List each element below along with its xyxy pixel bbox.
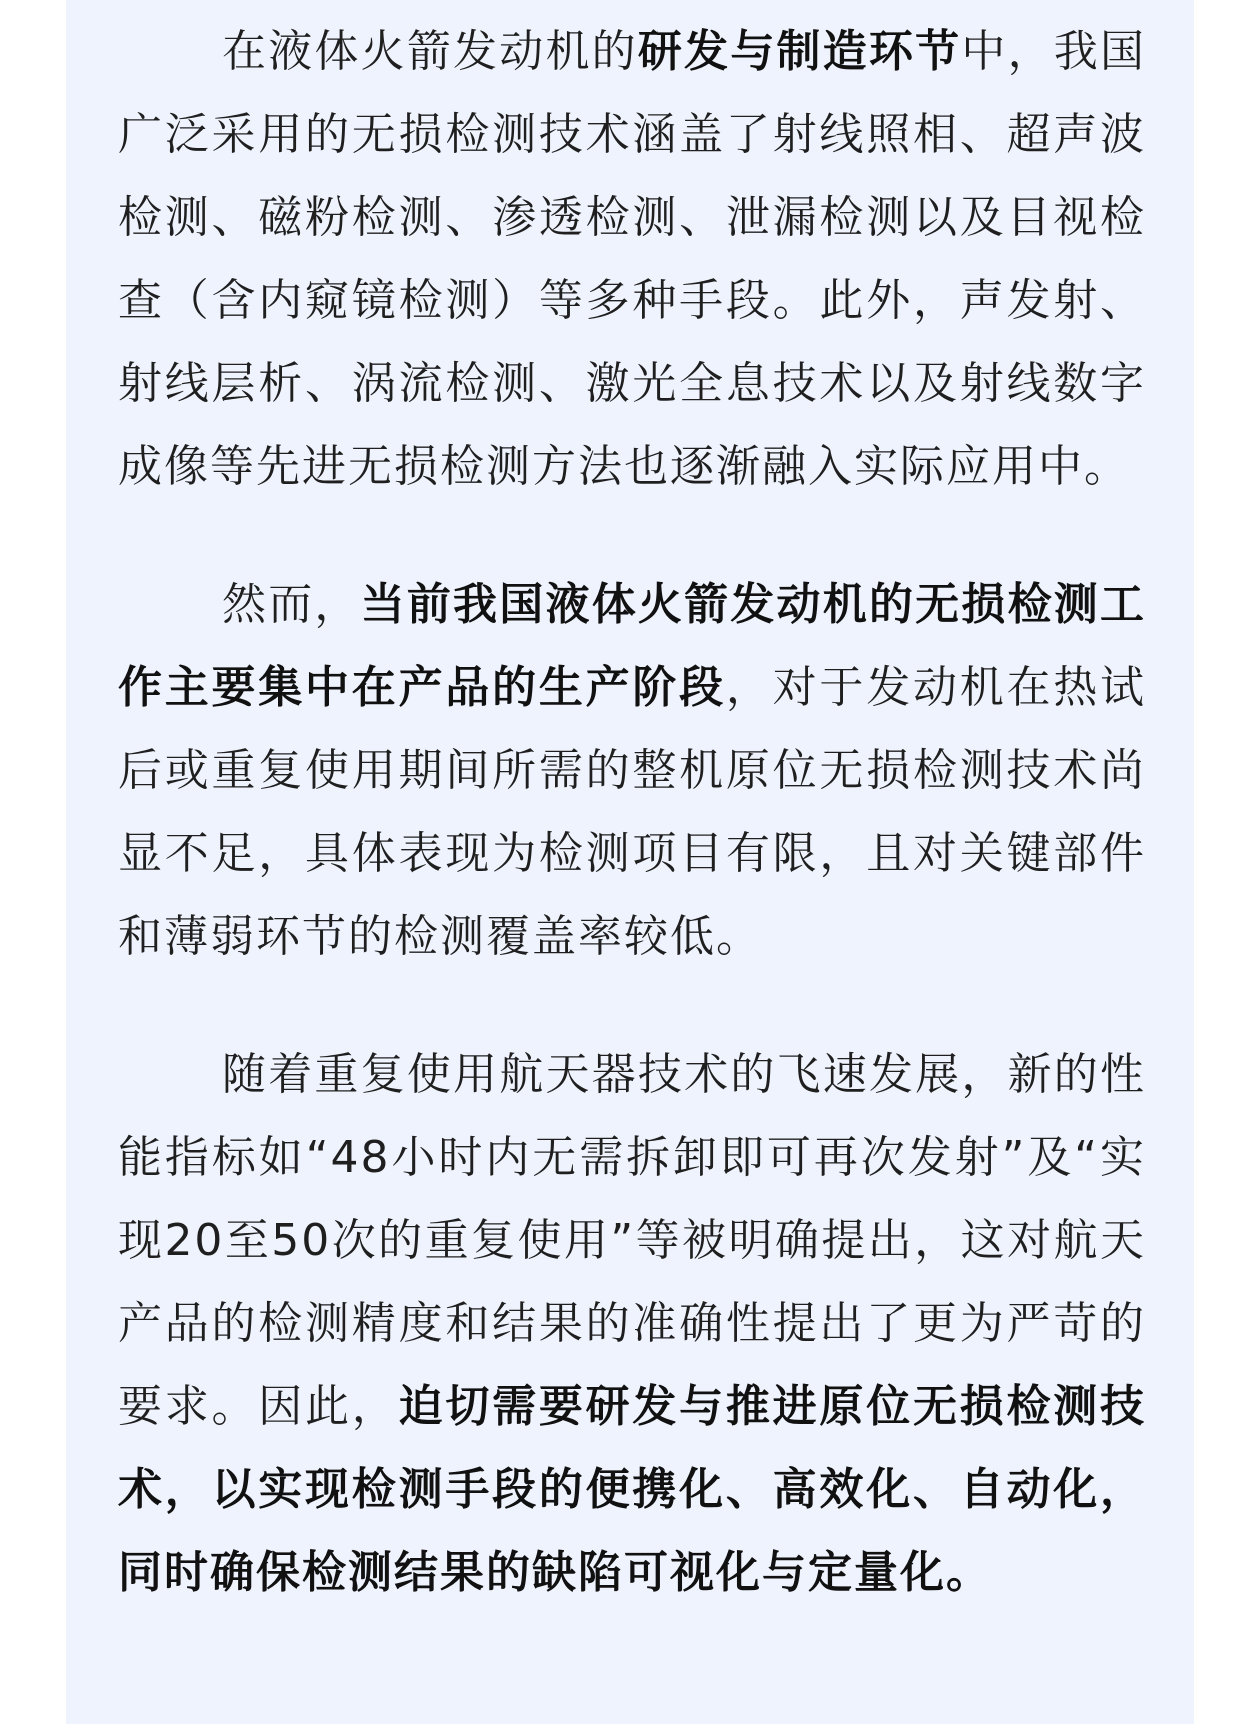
paragraph-2-text: 然而， <box>222 579 361 630</box>
paragraph-1 <box>118 10 1146 508</box>
paragraph-2-emphasis: 当前我国液体火箭发动机的无损检测工作主要集中在产品的生产阶段 <box>118 579 1147 713</box>
paragraph-1-text: 中，我国广泛采用的无损检测技术涵盖了射线照相、超声波检测、磁粉检测、渗透检测、泄漏检测以及目视检查（含内窥镜检测）等多种手段。此外，声发射、射线层析、涡流检测、激光全息技术以及射线数字成像等先进无损检测方法也逐渐融入实际应用中。 <box>118 26 1147 492</box>
paragraph-3-emphasis: 迫切需要研发与推进原位无损检测技术，以实现检测手段的便携化、高效化、自动化，同时确保检测结果的缺陷可视化与定量化。 <box>118 1381 1147 1598</box>
paragraph-3-text: 随着重复使用航天器技术的飞速发展，新的性能指标如“48小时内无需拆卸即可再次发射”及“实现20至50次的重复使用”等被明确提出，这对航天产品的检测精度和结果的准确性提出了更为严苛的要求。因此， <box>118 1049 1146 1432</box>
article-body <box>118 10 1146 1669</box>
paragraph-1-emphasis: 研发与制造环节 <box>637 26 962 77</box>
paragraph-1-text: 在液体火箭发动机的 <box>222 26 638 77</box>
paragraph-3 <box>118 1033 1146 1614</box>
paragraph-2-text: ，对于发动机在热试后或重复使用期间所需的整机原位无损检测技术尚显不足，具体表现为检测项目有限，且对关键部件和薄弱环节的检测覆盖率较低。 <box>118 662 1147 962</box>
paragraph-2 <box>118 563 1146 978</box>
